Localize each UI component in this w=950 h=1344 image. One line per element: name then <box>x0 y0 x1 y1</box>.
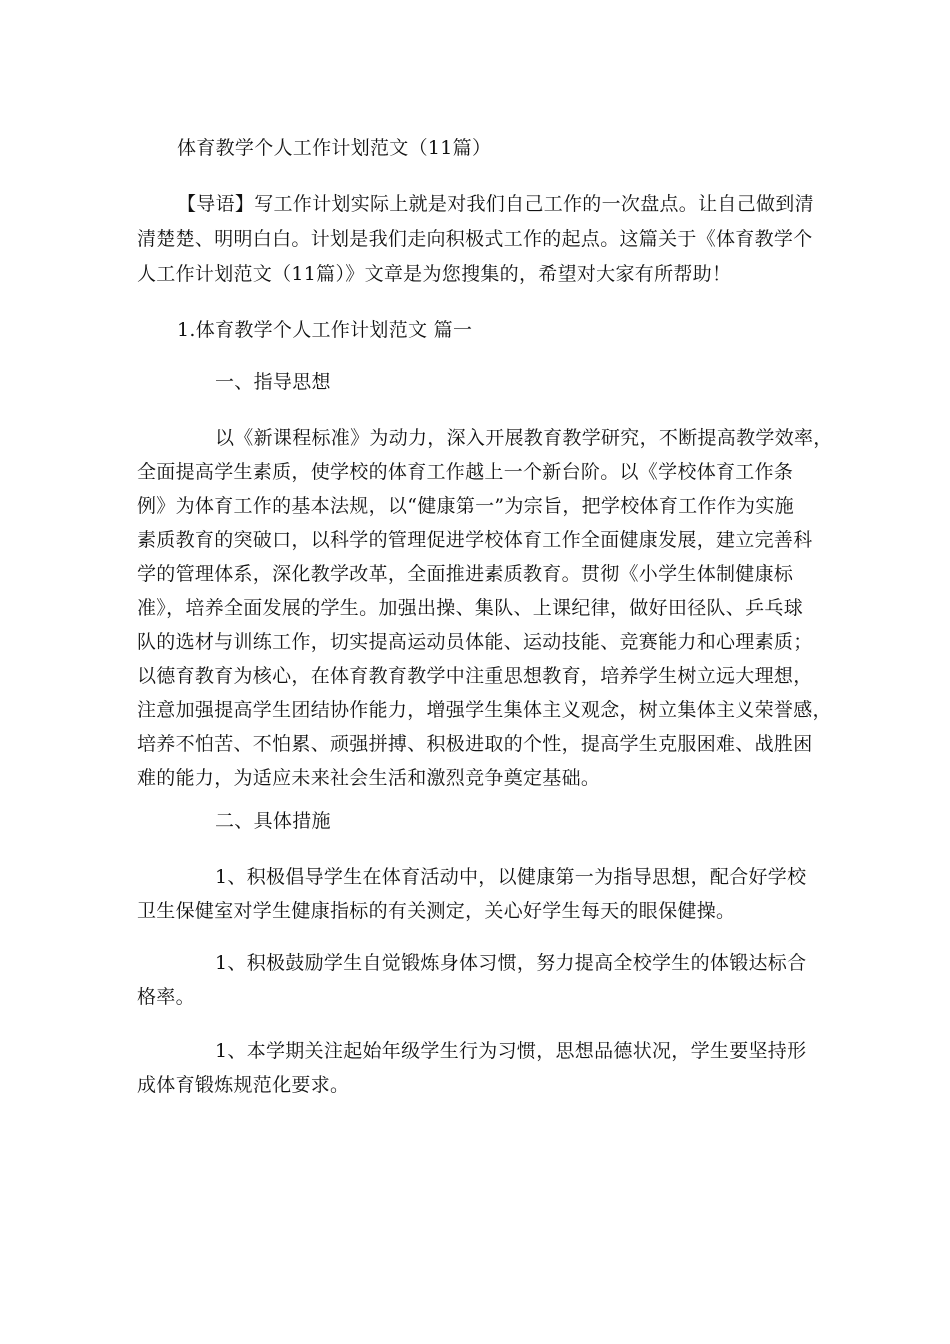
part1-line-8: 以德育教育为核心，在体育教育教学中注重思想教育，培养学生树立远大理想， <box>137 665 813 687</box>
part1-line-7: 队的选材与训练工作，切实提高运动员体能、运动技能、竞赛能力和心理素质； <box>137 631 813 653</box>
intro-line-2: 清楚楚、明明白白。计划是我们走向积极式工作的起点。这篇关于《体育教学个 <box>137 228 813 250</box>
measure2-line-1: 1、积极鼓励学生自觉锻炼身体习惯，努力提高全校学生的体锻达标合 <box>215 952 807 974</box>
measure1-line-1: 1、积极倡导学生在体育活动中，以健康第一为指导思想，配合好学校 <box>215 866 807 888</box>
part1-line-1: 以《新课程标准》为动力，深入开展教育教学研究，不断提高教学效率， <box>215 427 833 449</box>
part1-heading: 一、指导思想 <box>215 371 331 393</box>
part1-line-11: 难的能力，为适应未来社会生活和激烈竞争奠定基础。 <box>137 767 601 789</box>
part1-line-5: 学的管理体系，深化教学改革，全面推进素质教育。贯彻《小学生体制健康标 <box>137 563 794 585</box>
part1-line-10: 培养不怕苦、不怕累、顽强拼搏、积极进取的个性，提高学生克服困难、战胜困 <box>137 733 813 755</box>
intro-line-1: 【导语】写工作计划实际上就是对我们自己工作的一次盘点。让自己做到清 <box>177 193 814 215</box>
section-heading: 1.体育教学个人工作计划范文 篇一 <box>177 319 473 341</box>
intro-line-3: 人工作计划范文（11篇）》文章是为您搜集的，希望对大家有所帮助！ <box>137 263 732 285</box>
measure1-line-2: 卫生保健室对学生健康指标的有关测定，关心好学生每天的眼保健操。 <box>137 900 736 922</box>
part1-line-4: 素质教育的突破口，以科学的管理促进学校体育工作全面健康发展，建立完善科 <box>137 529 813 551</box>
part2-heading: 二、具体措施 <box>215 810 331 832</box>
part1-line-3: 例》为体育工作的基本法规，以“健康第一”为宗旨，把学校体育工作作为实施 <box>137 495 794 517</box>
part1-line-9: 注意加强提高学生团结协作能力，增强学生集体主义观念，树立集体主义荣誉感， <box>137 699 832 721</box>
measure3-line-1: 1、本学期关注起始年级学生行为习惯，思想品德状况，学生要坚持形 <box>215 1040 807 1062</box>
measure3-line-2: 成体育锻炼规范化要求。 <box>137 1074 350 1096</box>
part1-line-6: 准》，培养全面发展的学生。加强出操、集队、上课纪律，做好田径队、乒乓球 <box>137 597 804 619</box>
document-title: 体育教学个人工作计划范文（11篇） <box>177 137 492 159</box>
measure2-line-2: 格率。 <box>137 986 195 1008</box>
part1-line-2: 全面提高学生素质，使学校的体育工作越上一个新台阶。以《学校体育工作条 <box>137 461 794 483</box>
